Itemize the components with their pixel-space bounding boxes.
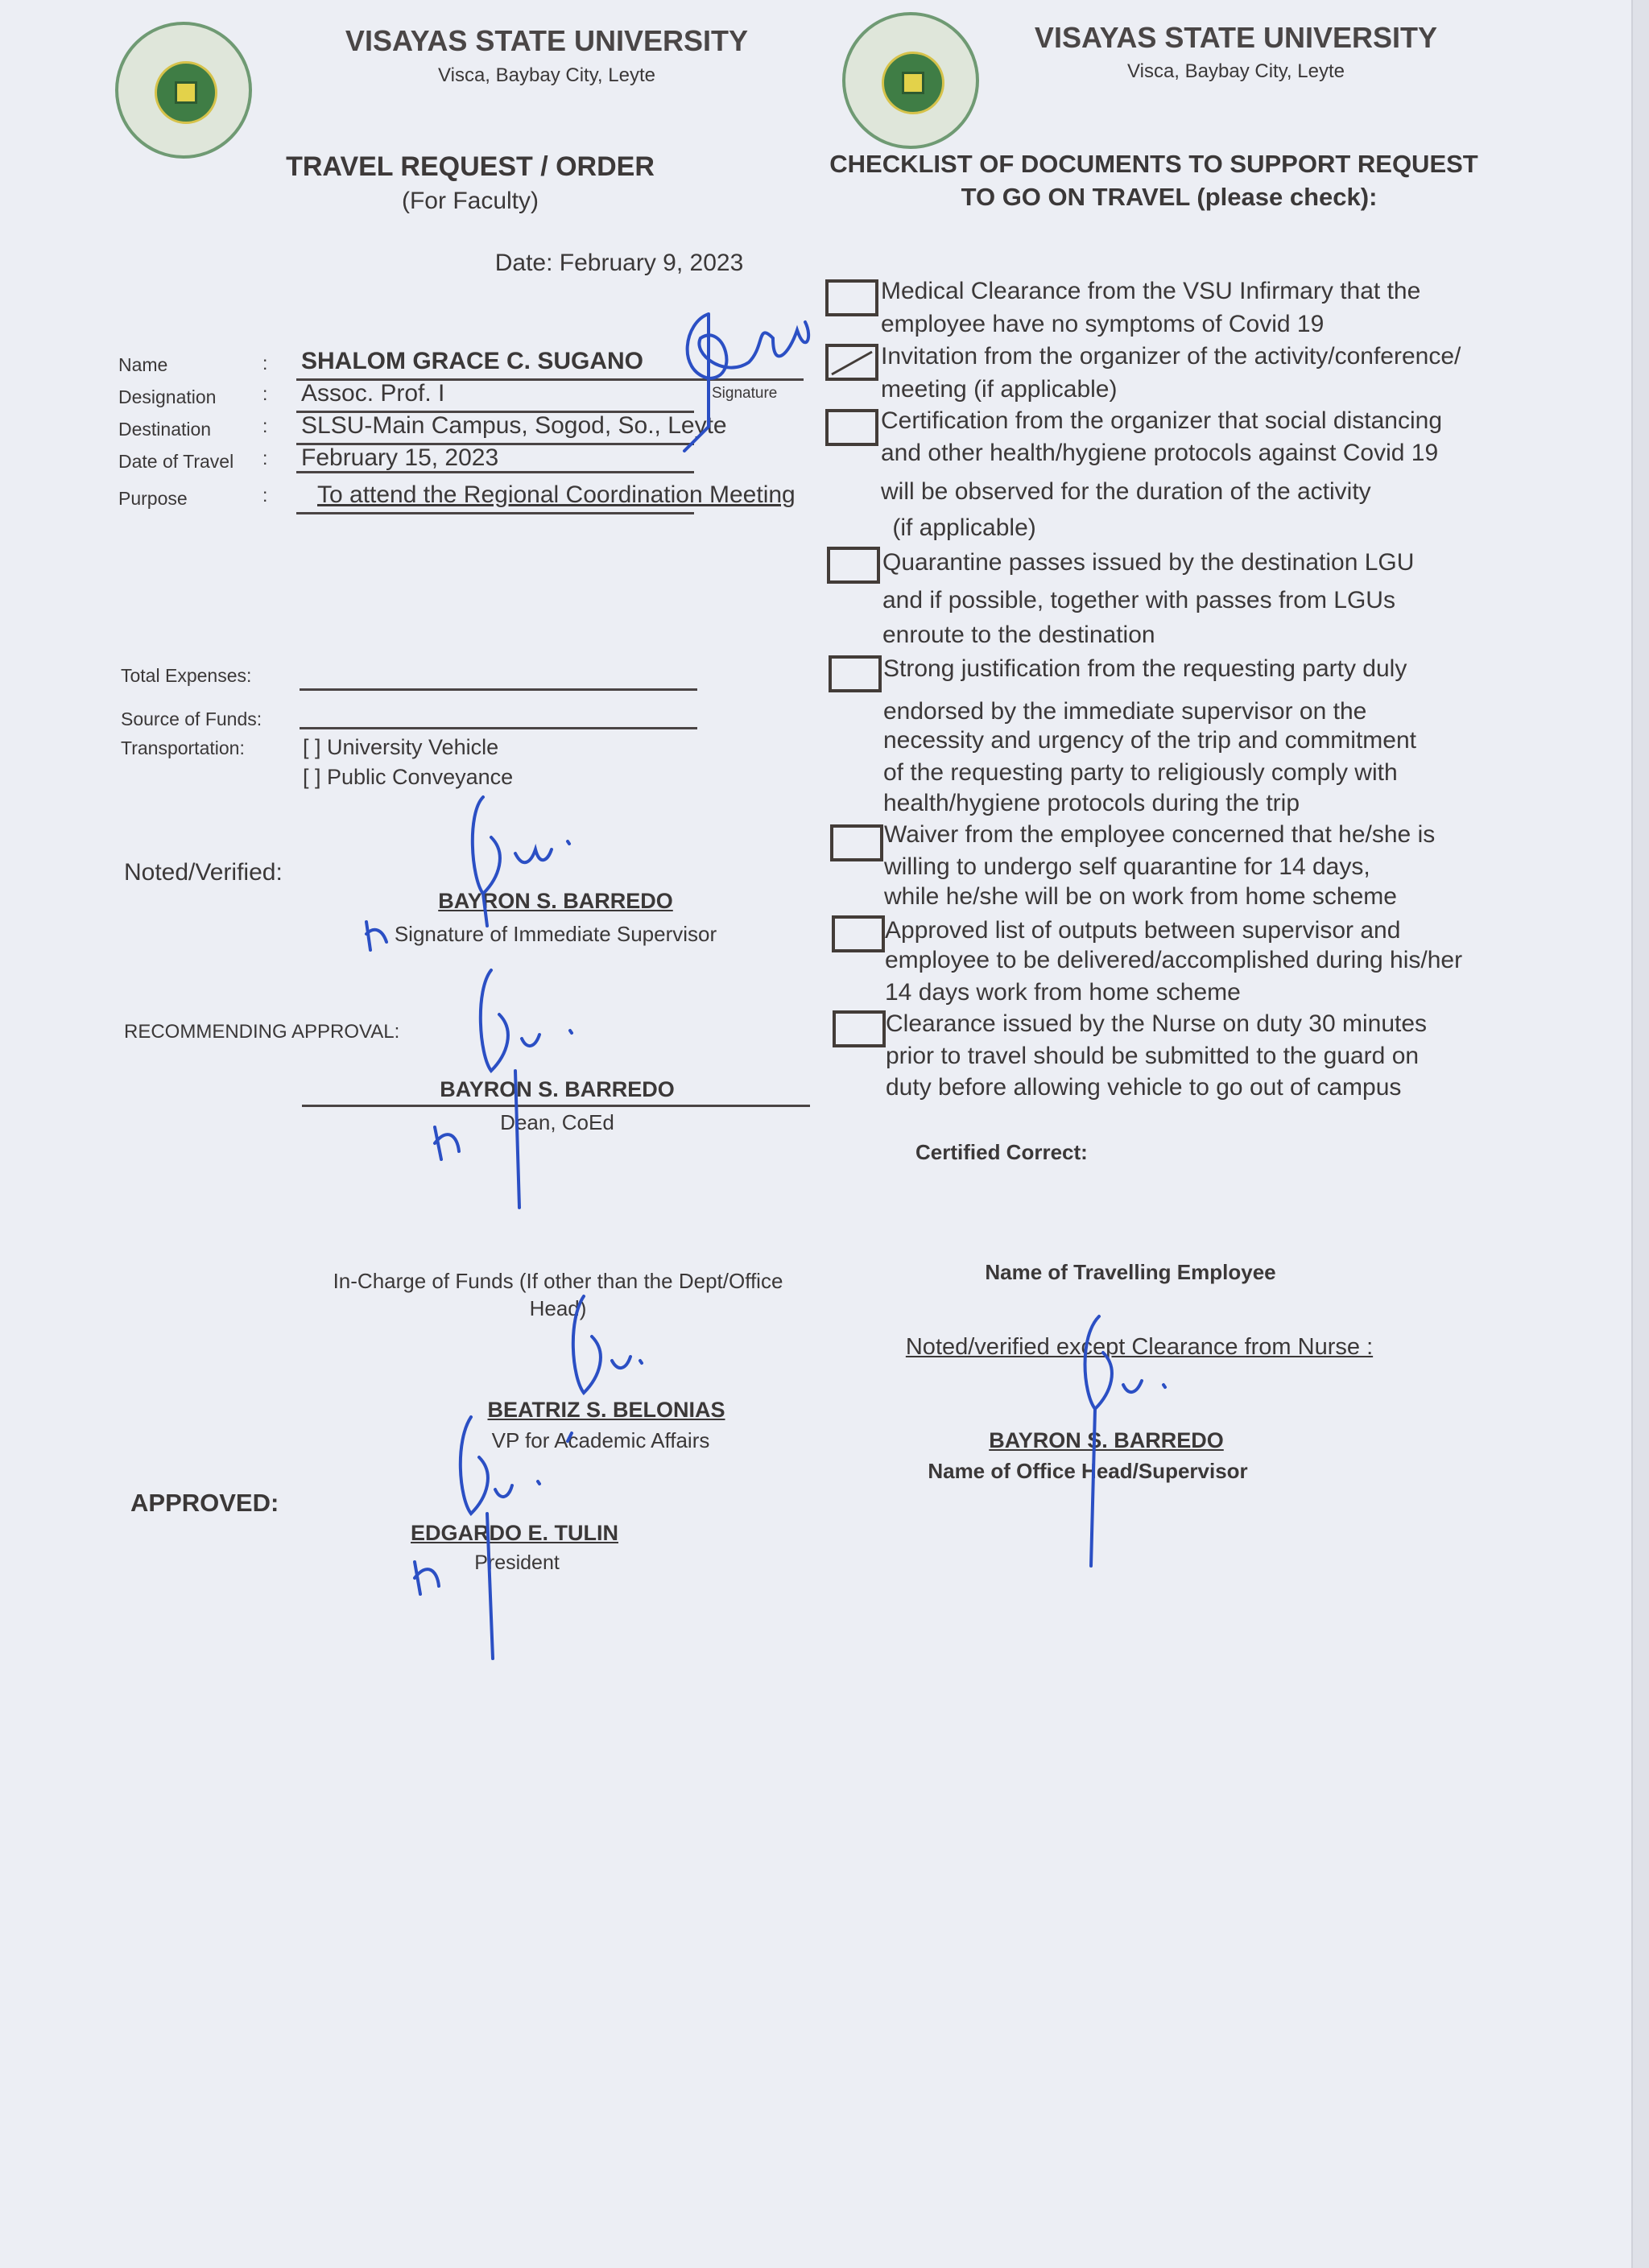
check-slash-icon (829, 347, 875, 378)
checklist-text: health/hygiene protocols during the trip (883, 790, 1300, 816)
checkbox-certification[interactable] (825, 409, 878, 446)
approved-label: APPROVED: (130, 1489, 279, 1517)
total-expenses-line (300, 688, 697, 691)
designation-label: Designation (118, 386, 217, 407)
approved-name: EDGARDO E. TULIN (410, 1521, 619, 1545)
signature-label: Signature (712, 385, 778, 402)
noted-name: BAYRON S. BARREDO (438, 889, 673, 913)
university-name-right: VISAYAS STATE UNIVERSITY (1034, 21, 1438, 54)
university-address-right: Visca, Baybay City, Leyte (1127, 60, 1345, 82)
recommending-name: BAYRON S. BARREDO (440, 1077, 675, 1101)
noted-verified-label: Noted/Verified: (124, 859, 283, 886)
university-seal-logo-right (842, 12, 979, 149)
date-of-travel-value: February 15, 2023 (301, 444, 499, 471)
total-expenses-label: Total Expenses: (121, 665, 252, 686)
colon: : (262, 383, 268, 404)
checkbox-nurse-clearance[interactable] (833, 1010, 886, 1047)
checklist-text: employee have no symptoms of Covid 19 (881, 311, 1325, 337)
checklist-text: Invitation from the organizer of the activity/conference/ (881, 343, 1461, 370)
noted-except-label: Noted/verified except Clearance from Nurse : (905, 1334, 1374, 1360)
colon: : (262, 485, 268, 506)
checklist-text: Quarantine passes issued by the destination LGU (882, 549, 1415, 576)
university-seal-logo (115, 22, 252, 159)
travelling-employee-label: Name of Travelling Employee (985, 1260, 1276, 1284)
approved-role: President (474, 1551, 560, 1574)
name-label: Name (118, 354, 168, 375)
form-subtitle: (For Faculty) (401, 188, 539, 214)
checklist-text: of the requesting party to religiously comply with (883, 759, 1398, 786)
colon: : (262, 448, 268, 469)
checklist-text: Clearance issued by the Nurse on duty 30 minutes (886, 1010, 1428, 1037)
checklist-text: duty before allowing vehicle to go out of campus (886, 1074, 1402, 1101)
transport-university-vehicle[interactable]: [ ] University Vehicle (303, 735, 499, 759)
checkbox-medical-clearance[interactable] (825, 279, 878, 316)
form-title: TRAVEL REQUEST / ORDER (286, 151, 655, 182)
funds-label-line2: Head) (529, 1296, 587, 1320)
scan-edge (1631, 0, 1649, 2268)
checklist-text: meeting (if applicable) (881, 376, 1118, 403)
funds-label-line1: In-Charge of Funds (If other than the Dept/Office (333, 1269, 783, 1293)
checklist-text: endorsed by the immediate supervisor on the (883, 698, 1367, 725)
checklist-text: Approved list of outputs between supervisor and (885, 917, 1401, 944)
purpose-label: Purpose (118, 488, 188, 509)
checklist-text: Certification from the organizer that social distancing (881, 407, 1443, 434)
noted-role: Signature of Immediate Supervisor (394, 922, 717, 946)
checklist-title-line2: TO GO ON TRAVEL (please check): (961, 183, 1378, 211)
purpose-underline (296, 512, 694, 514)
checkbox-quarantine-passes[interactable] (827, 547, 880, 584)
checklist-text: Waiver from the employee concerned that he/she is (884, 821, 1436, 848)
destination-value: SLSU-Main Campus, Sogod, So., Leyte (301, 412, 727, 439)
recommending-role: Dean, CoEd (500, 1110, 614, 1134)
destination-label: Destination (118, 419, 212, 440)
checklist-text: prior to travel should be submitted to the guard on (886, 1043, 1420, 1069)
funds-role: VP for Academic Affairs (491, 1428, 710, 1452)
checkbox-waiver[interactable] (830, 824, 883, 861)
colon: : (262, 353, 268, 374)
source-of-funds-line (300, 727, 697, 729)
checklist-text: employee to be delivered/accomplished during his/her (885, 947, 1463, 973)
checklist-text: and other health/hygiene protocols against Covid 19 (881, 440, 1439, 466)
checklist-text: Medical Clearance from the VSU Infirmary that the (881, 278, 1421, 304)
source-of-funds-label: Source of Funds: (121, 708, 262, 729)
transport-public-conveyance[interactable]: [ ] Public Conveyance (303, 765, 514, 789)
checklist-text: and if possible, together with passes from LGUs (882, 587, 1395, 613)
checklist-text: necessity and urgency of the trip and commitment (883, 727, 1416, 754)
checklist-text: enroute to the destination (882, 622, 1155, 648)
university-address-left: Visca, Baybay City, Leyte (438, 64, 655, 86)
purpose-value: To attend the Regional Coordination Meeting (317, 481, 796, 508)
certified-correct-label: Certified Correct: (915, 1140, 1088, 1164)
date-underline (296, 471, 694, 473)
checklist-text: willing to undergo self quarantine for 14 days, (884, 853, 1370, 880)
checklist-title-line1: CHECKLIST OF DOCUMENTS TO SUPPORT REQUEST (829, 150, 1478, 178)
date-of-travel-label: Date of Travel (118, 451, 234, 472)
checklist-text: (if applicable) (886, 514, 1036, 541)
colon: : (262, 415, 268, 436)
university-name-left: VISAYAS STATE UNIVERSITY (345, 24, 749, 57)
checkbox-justification[interactable] (829, 655, 882, 692)
checklist-text: 14 days work from home scheme (885, 979, 1241, 1006)
office-head-name: BAYRON S. BARREDO (989, 1428, 1224, 1452)
checkbox-approved-outputs[interactable] (832, 915, 885, 952)
checklist-text: Strong justification from the requesting party duly (883, 655, 1407, 682)
designation-value: Assoc. Prof. I (301, 380, 445, 407)
funds-name: BEATRIZ S. BELONIAS (487, 1398, 725, 1422)
name-value: SHALOM GRACE C. SUGANO (301, 348, 644, 374)
office-head-role: Name of Office Head/Supervisor (928, 1459, 1248, 1483)
request-date: Date: February 9, 2023 (494, 250, 744, 276)
checkbox-invitation[interactable] (825, 344, 878, 381)
transportation-label: Transportation: (121, 737, 245, 758)
checklist-text: will be observed for the duration of the activity (881, 478, 1371, 505)
recommending-line (302, 1105, 810, 1107)
checklist-text: while he/she will be on work from home scheme (884, 883, 1397, 910)
recommending-approval-label: RECOMMENDING APPROVAL: (124, 1021, 400, 1043)
